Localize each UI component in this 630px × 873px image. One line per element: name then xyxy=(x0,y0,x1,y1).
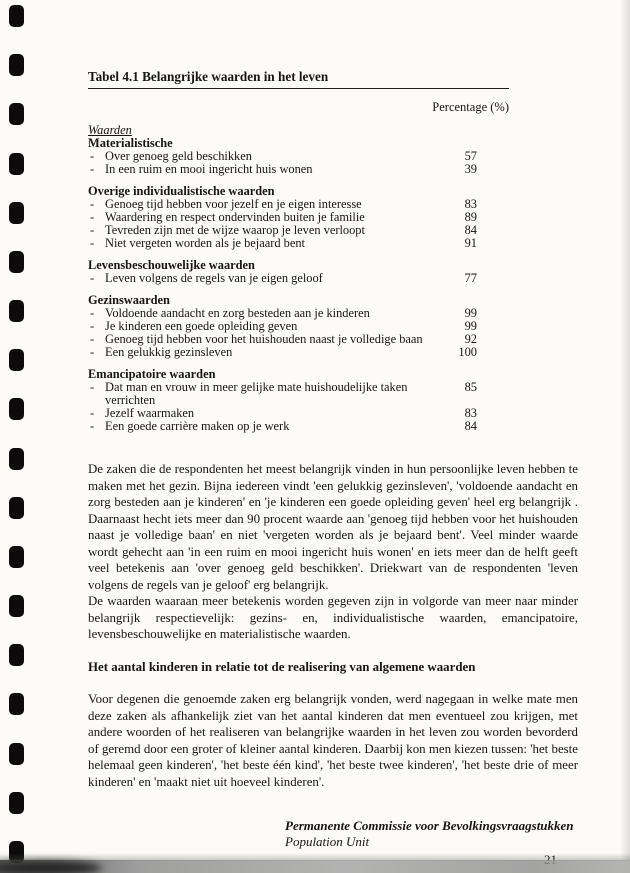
footer-organization: Permanente Commissie voor Bevolkingsvraagstukken xyxy=(285,818,574,833)
row-label: Waardering en respect ondervinden buiten je familie xyxy=(105,210,365,224)
binder-hole xyxy=(9,202,24,224)
row-bullet: - xyxy=(90,319,95,333)
row-label: Leven volgens de regels van je eigen geloof xyxy=(105,271,323,285)
page-content xyxy=(88,70,578,868)
scan-edge-right xyxy=(620,0,630,873)
footer xyxy=(285,818,578,850)
value-group xyxy=(88,294,509,359)
value-group-name: Materialistische xyxy=(88,136,173,150)
row-bullet: - xyxy=(90,345,95,359)
row-value: 85 xyxy=(464,380,477,394)
row-bullet: - xyxy=(90,271,95,285)
row-value: 57 xyxy=(464,149,477,163)
value-group xyxy=(88,185,509,250)
table-row xyxy=(88,381,509,407)
binder-hole xyxy=(9,497,24,519)
row-value: 39 xyxy=(464,162,477,176)
value-group-name: Gezinswaarden xyxy=(88,293,170,307)
binder-hole xyxy=(9,153,24,175)
row-value: 84 xyxy=(464,419,477,433)
binder-hole xyxy=(9,792,24,814)
binder-hole xyxy=(9,693,24,715)
binder-hole xyxy=(9,644,24,666)
row-value: 83 xyxy=(464,197,477,211)
table-title: Tabel 4.1 Belangrijke waarden in het leven xyxy=(88,69,329,84)
binder-hole xyxy=(9,251,24,273)
section-heading: Het aantal kinderen in relatie tot de realisering van algemene waarden xyxy=(88,659,476,674)
body-text-block xyxy=(88,461,578,790)
row-value: 92 xyxy=(464,332,477,346)
value-group-name: Emancipatoire waarden xyxy=(88,367,216,381)
value-group xyxy=(88,368,509,433)
footer-unit: Population Unit xyxy=(285,834,370,849)
row-label: Een goede carrière maken op je werk xyxy=(105,419,290,433)
value-group-name: Overige individualistische waarden xyxy=(88,184,275,198)
row-value: 100 xyxy=(458,345,477,359)
table-row xyxy=(88,420,509,433)
binder-hole xyxy=(9,300,24,322)
paragraph-ranking: De waarden waaraan meer betekenis worden gegeven zijn in volgorde van meer naar minder belangrijk respectievelijk: gezins- en, individualistische waarden, emancipatoire, levensbeschouwelijke en materialistische waarden. xyxy=(88,594,578,641)
binder-hole xyxy=(9,743,24,765)
value-group xyxy=(88,259,509,285)
value-group-name: Levensbeschouwelijke waarden xyxy=(88,258,255,272)
row-label: Jezelf waarmaken xyxy=(105,406,195,420)
row-value: 77 xyxy=(464,271,477,285)
binder-hole xyxy=(9,349,24,371)
row-label: Voldoende aandacht en zorg besteden aan je kinderen xyxy=(105,306,370,320)
table-row xyxy=(88,163,509,176)
row-bullet: - xyxy=(90,149,95,163)
binder-hole xyxy=(9,448,24,470)
row-bullet: - xyxy=(90,380,95,394)
binder-hole xyxy=(9,54,24,76)
value-group xyxy=(88,137,509,176)
row-label: Een gelukkig gezinsleven xyxy=(105,345,233,359)
row-bullet: - xyxy=(90,197,95,211)
binder-hole xyxy=(9,595,24,617)
row-bullet: - xyxy=(90,236,95,250)
row-label: Genoeg tijd hebben voor het huishouden naast je volledige baan xyxy=(105,332,423,346)
row-bullet: - xyxy=(90,419,95,433)
scan-corner-smudge xyxy=(0,861,102,873)
values-table xyxy=(88,137,509,433)
row-value: 99 xyxy=(464,306,477,320)
row-bullet: - xyxy=(90,162,95,176)
row-bullet: - xyxy=(90,223,95,237)
row-bullet: - xyxy=(90,210,95,224)
binder-hole xyxy=(9,546,24,568)
row-label: Over genoeg geld beschikken xyxy=(105,149,252,163)
binder-holes xyxy=(9,5,24,863)
row-label: Tevreden zijn met de wijze waarop je leven verloopt xyxy=(105,223,365,237)
table-row-header: Waarden xyxy=(88,123,132,137)
table-row xyxy=(88,237,509,250)
binder-hole xyxy=(9,5,24,27)
paragraph-children-relation: Voor degenen die genoemde zaken erg belangrijk vonden, werd nagegaan in welke mate men deze zaken als afhankelijk ziet van het aantal kinderen dat men eventueel zou krijgen, met andere woorden of het realiseren van belangrijke waarden in het leven zou worden bevorderd of geremd door een groter of kleiner aantal kinderen. Daarbij kon men kiezen tussen: 'het beste helemaal geen kinderen', 'het beste één kind', 'het beste twee kinderen', 'het beste drie of meer kinderen' en 'maakt niet uit hoeveel kinderen'. xyxy=(88,692,578,789)
row-bullet: - xyxy=(90,306,95,320)
row-bullet: - xyxy=(90,406,95,420)
row-bullet: - xyxy=(90,332,95,346)
binder-hole xyxy=(9,103,24,125)
row-value: 91 xyxy=(464,236,477,250)
paragraph-analysis: De zaken die de respondenten het meest belangrijk vinden in hun persoonlijke leven hebben te maken met het gezin. Bijna iedereen vindt 'een gelukkig gezinsleven', 'voldoende aandacht en zorg besteden aan je kinderen' en 'je kinderen een goede opleiding geven' heel erg belangrijk . Daarnaast hecht iets meer dan 90 procent waarde aan 'genoeg tijd hebben voor het huishouden naast je volledige baan' en niet 'vergeten worden als je bejaard bent'. Veel minder waarde wordt gehecht aan 'in een ruim en mooi ingericht huis wonen' en iets meer dan de helft geeft veel betekenis aan 'over genoeg geld beschikken'. Driekwart van de respondenten 'leven volgens de regels van je geloof' erg belangrijk. xyxy=(88,462,578,592)
table-title-rule xyxy=(88,88,509,89)
row-label: In een ruim en mooi ingericht huis wonen xyxy=(105,162,313,176)
row-label: Je kinderen een goede opleiding geven xyxy=(105,319,298,333)
row-label: Niet vergeten worden als je bejaard bent xyxy=(105,236,306,250)
table-row xyxy=(88,272,509,285)
row-value: 99 xyxy=(464,319,477,333)
row-label: Genoeg tijd hebben voor jezelf en je eigen interesse xyxy=(105,197,362,211)
row-label: Dat man en vrouw in meer gelijke mate huishoudelijke taken verrichten xyxy=(105,380,408,407)
percentage-column-header: Percentage (%) xyxy=(432,100,509,114)
binder-hole xyxy=(9,398,24,420)
row-value: 89 xyxy=(464,210,477,224)
row-value: 83 xyxy=(464,406,477,420)
table-row xyxy=(88,346,509,359)
row-value: 84 xyxy=(464,223,477,237)
